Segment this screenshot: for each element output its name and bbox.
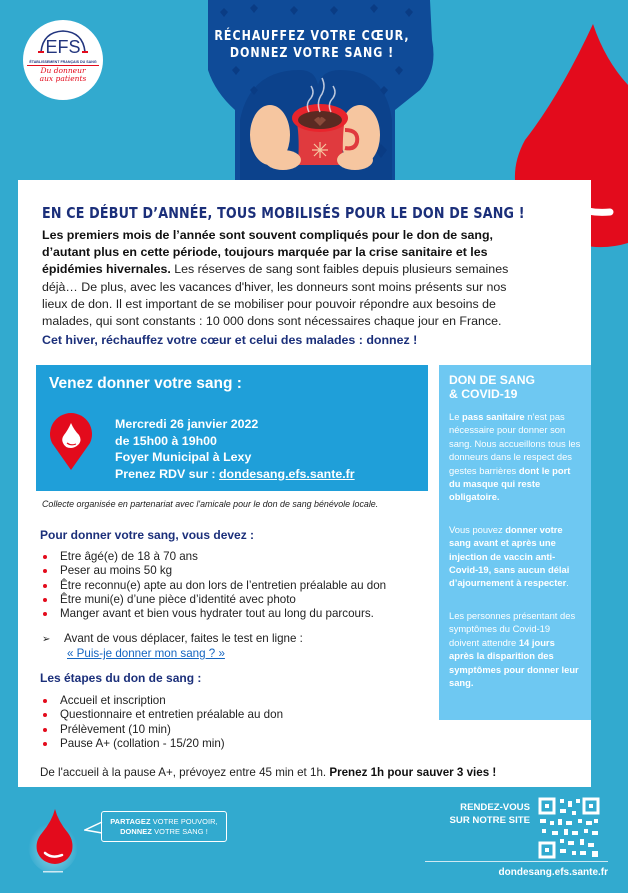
event-time: de 15h00 à 19h00 [115,433,217,448]
event-rdv [115,466,355,483]
logo-acronym: EFS [45,37,81,57]
list-item: Être muni(e) d’une pièce d’identité avec photo [40,593,386,607]
partner-note: Collecte organisée en partenariat avec l'amicale pour le don de sang bénévole locale. [42,499,379,509]
covid-paragraph-1: Le pass sanitaire n’est pas nécessaire pour donner son sang. Nous accueillons tous les donneurs dans le respect des gestes barrières dont le port du masque qui reste obligatoire. [449,411,581,503]
visit-site-label [425,801,530,827]
hero-title-line2: DONNEZ VOTRE SANG ! [229,45,395,61]
rdv-line2: SUR NOTRE SITE [449,815,530,826]
hero-title [212,28,412,62]
bullet-icon [43,584,47,588]
covid-title [449,374,581,401]
page-title: EN CE DÉBUT D’ANNÉE, TOUS MOBILISÉS POUR LE DON DE SANG ! [42,204,525,222]
test-link[interactable]: « Puis-je donner mon sang ? » [67,647,225,661]
slogan-line2: DONNEZ VOTRE SANG ! [120,827,208,836]
list-item: Manger avant et bien vous hydrater tout au long du parcours. [40,607,386,621]
covid-box [439,365,591,720]
intro-bold: Les premiers mois de l’année sont souvent compliqués pour le don de sang, d’autant plus en cette période, toujours marquée par la crise sanitaire et les épidémies hivernales. [42,228,493,277]
intro-text: Les réserves de sang sont faibles depuis plusieurs semaines déjà… De plus, avec les vacances d'hiver, les donneurs sont moins présents sur nos lieux de don. Il est important de se mobiliser pour pouvoir répondre aux besoins de malades, qui sont constants : 10 000 dons sont nécessaires chaque jour en France. [42,262,509,329]
arrow-bullet-icon: ➢ [42,634,51,645]
bullet-icon [43,555,47,559]
mascot-drop-icon [28,805,78,875]
covid-title-line2: & COVID-19 [449,386,518,401]
list-item: Pause A+ (collation - 15/20 min) [40,737,283,751]
event-date: Mercredi 26 janvier 2022 [115,417,259,431]
callout-text: Cet hiver, réchauffez votre cœur et celui des malades : donnez ! [42,333,418,347]
event-details [115,416,355,482]
efs-logo [23,20,103,100]
event-box [36,365,428,491]
logo-tagline-line2: aux patients [39,74,87,83]
list-item: Accueil et inscription [40,694,283,708]
location-pin-icon [49,413,93,471]
bullet-icon [43,713,47,717]
event-title: Venez donner votre sang : [49,375,242,392]
list-item: Etre âgé(e) de 18 à 70 ans [40,550,386,564]
list-item: Prélèvement (10 min) [40,723,283,737]
slogan-line1: PARTAGEZ VOTRE POUVOIR, [110,817,218,826]
bullet-icon [43,742,47,746]
bullet-icon [43,728,47,732]
rdv-link[interactable]: dondesang.efs.sante.fr [218,466,355,481]
rdv-line1: RENDEZ-VOUS [460,802,530,813]
bullet-icon [43,569,47,573]
covid-paragraph-3: Les personnes présentant des symptômes du Covid-19 doivent attendre 14 jours après la disparition des symptômes pour donner leur sang. [449,609,579,688]
event-place: Foyer Municipal à Lexy [115,450,252,464]
intro-paragraph [42,227,512,330]
list-item: Questionnaire et entretien préalable au don [40,708,283,722]
online-test [40,632,303,662]
steps-list [40,694,283,751]
logo-tagline [23,67,103,83]
bullet-icon [43,699,47,703]
bullet-icon [43,598,47,602]
footer-site-link[interactable]: dondesang.efs.sante.fr [498,867,608,878]
logo-org-name: ÉTABLISSEMENT FRANÇAIS DU SANG [27,60,99,66]
hero-title-line1: RÉCHAUFFEZ VOTRE CŒUR, [214,28,410,44]
requirements-list [40,550,386,621]
logo-tagline-line1: Du donneur [40,66,86,75]
steps-title: Les étapes du don de sang : [40,671,202,685]
footer-divider [425,861,608,862]
covid-title-line1: DON DE SANG [449,373,535,387]
requirements-title: Pour donner votre sang, vous devez : [40,528,255,542]
main-card [18,180,591,787]
slogan-bubble [101,811,227,842]
qr-code-icon[interactable] [538,797,600,859]
list-item: Être reconnu(e) apte au don lors de l’entretien préalable au don [40,579,386,593]
covid-paragraph-2: Vous pouvez donner votre sang avant et après une injection de vaccin anti-Covid-19, sans aucun délai d’ajournement à respecter. [449,523,570,589]
test-intro: Avant de vous déplacer, faites le test en ligne : [64,632,303,645]
steps-summary: De l'accueil à la pause A+, prévoyez entre 45 min et 1h. Prenez 1h pour sauver 3 vies ! [40,766,497,779]
rdv-label: Prenez RDV sur : [115,466,219,481]
list-item: Peser au moins 50 kg [40,564,386,578]
bullet-icon [43,612,47,616]
